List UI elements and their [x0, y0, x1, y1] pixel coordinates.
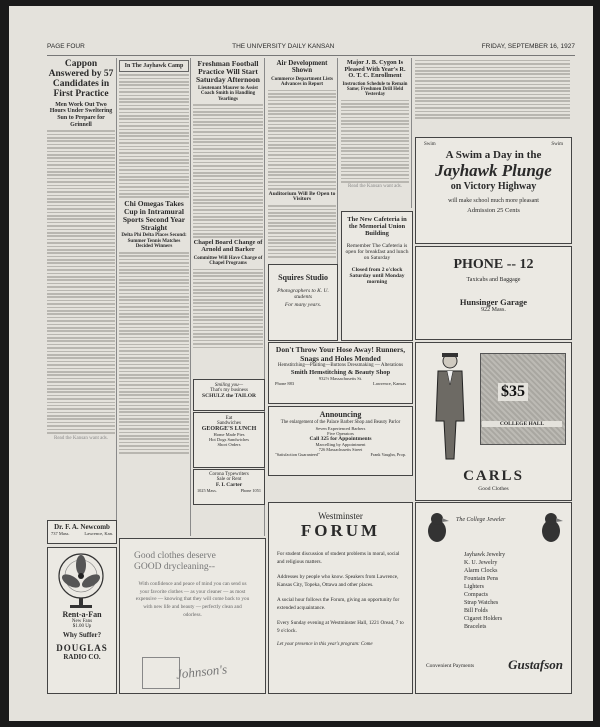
fan-line2: $1.00 Up [72, 624, 92, 629]
schulz-line1: Smiling you— [214, 383, 244, 388]
gustafson-item: Fountain Pens [464, 576, 499, 582]
taxi-ad [415, 246, 572, 340]
barber-title: Announcing [319, 410, 362, 419]
taxi-title: PHONE -- 12 [453, 257, 534, 272]
lunch-line4: Home Made Pies [213, 432, 245, 437]
gustafson-item: Lighters [464, 584, 484, 590]
plunge-swim-left: Swim [424, 142, 436, 147]
fan-firm2: RADIO CO. [63, 653, 101, 661]
plunge-title2: Jayhawk Plunge [435, 161, 552, 180]
man-in-suit-illustration [430, 351, 470, 461]
newspaper-page [9, 6, 593, 721]
issue-date: FRIDAY, SEPTEMBER 16, 1927 [481, 43, 575, 50]
forum-title2: FORUM [300, 521, 381, 540]
cafeteria-remember: Remember The Cafeteria is open for breakfast and lunch on Saturday [345, 243, 409, 261]
cafeteria-closed: Closed from 2 o'clock Saturday until Monday morning [349, 267, 405, 285]
plunge-text: will make school much more pleasant [448, 198, 539, 204]
chapel-subhead: Committee Will Have Charge of Chapel Programs [193, 255, 263, 267]
masthead [47, 43, 575, 56]
forum-p2: Addresses by people who know. Speakers from Lawrence, Kansas City, Topeka, Ottawa and other places. [277, 574, 399, 588]
typewriter-line2: Sale or Rent [216, 477, 242, 482]
hose-shop: Smith Hemstitching & Beauty Shop [290, 369, 391, 376]
hose-address: 932½ Massachusetts St. [318, 376, 363, 381]
page-number: PAGE FOUR [47, 43, 85, 50]
hose-city: Lawrence, Kansas [373, 381, 406, 386]
fan-title: Rent-a-Fan [62, 610, 102, 619]
jayhawk-bird-icon [424, 511, 450, 545]
squires-studio-ad [268, 264, 338, 341]
gustafson-title: The College Jeweler [456, 517, 506, 523]
barber-line2: Seven Experienced Barbers [315, 426, 366, 431]
air-development-headline: Air Development Shown [276, 59, 328, 75]
dryclean-title: Good clothes deserve GOOD drycleaning-- [134, 551, 216, 572]
want-ads-note: Read the Kansan want ads. [53, 435, 108, 441]
carls-tag: Good Clothes [478, 486, 509, 492]
newcomb-phone: 737 Mass. [51, 531, 70, 536]
rotc-footer: Read the Kansan want ads. [347, 184, 402, 190]
squires-line2: For many years. [284, 302, 322, 308]
barber-call: Call 325 for Appointments [309, 436, 372, 442]
hose-services: Hemstitching—Plaiting—Buttons Dressmaking — Alterations [277, 363, 404, 368]
freshman-football-headline: Freshman Football Practice Will Start Saturday Afternoon [196, 59, 260, 84]
typewriter-line1: Corona Typewriters [209, 472, 249, 477]
plunge-swim-right: Swim [551, 142, 563, 147]
westminster-forum-ad [268, 502, 413, 694]
fan-line1: New Fans [71, 619, 93, 624]
gustafson-items [464, 551, 505, 631]
gustafson-name: Gustafson [508, 657, 563, 672]
article-text [47, 130, 115, 433]
barber-address: 726 Massachusetts Street [318, 447, 363, 452]
freshman-football-subhead: Lieutenant Maurer to Assist Coach Smith in Handling Yearlings [198, 85, 258, 102]
column-5-article [341, 58, 409, 208]
georges-lunch-ad [193, 412, 265, 468]
store-front-icon [142, 657, 180, 689]
fan-firm: DOUGLAS [56, 643, 108, 653]
jayhawk-camp-head: In The Jayhawk Camp [119, 60, 189, 72]
plunge-title3: on Victory Highway [450, 181, 537, 192]
electric-fan-icon [48, 548, 114, 610]
newcomb-ad [47, 520, 117, 544]
lunch-line1: Eat [225, 416, 233, 421]
rotc-headline: Major J. B. Cygon Is Pleased With Year's R. O. T. C. Enrollment [344, 59, 406, 80]
palace-barber-ad [268, 406, 413, 476]
lunch-line6: Short Orders [217, 442, 241, 447]
taxi-line2: Hunsinger Garage [459, 297, 528, 307]
column-3-article [193, 58, 263, 378]
schulz-line3: SCHULZ the TAILOR [202, 393, 256, 399]
carls-name: CARLS [463, 468, 524, 484]
gustafson-item: Alarm Clocks [464, 568, 498, 574]
gustafson-item: Jayhawk Jewelry [464, 552, 506, 558]
squires-title: Squires Studio [278, 273, 328, 282]
forum-p4: Every Sunday evening at Westminster Hall, 1221 Oread, 7 to 9 o'clock. [277, 620, 404, 634]
dryclean-firm: Johnson's [175, 661, 228, 682]
column-2-article [119, 58, 189, 536]
schulz-line2: That's my business [210, 388, 248, 393]
forum-p1: For student discussion of student problems in moral, social and religious matters. [277, 551, 400, 565]
barber-line3: Five Operators [327, 431, 354, 436]
hose-phone: Phone 883 [275, 381, 295, 386]
hose-mending-ad [268, 342, 413, 404]
auditorium-headline: Auditorium Will Be Open to Visitors [268, 190, 336, 203]
gustafson-item: K. U. Jewelry [464, 560, 498, 566]
forum-p5: Let your presence in this year's program: Come [277, 642, 373, 648]
column-6-article [415, 58, 570, 126]
barber-line4: Marcelling by Appointment [315, 442, 366, 447]
gustafson-jeweler-ad [415, 502, 572, 694]
drycleaning-ad [119, 538, 266, 694]
column-4-article [268, 58, 336, 258]
barber-line5: "Satisfaction Guaranteed" [275, 452, 320, 457]
dryclean-body: With confidence and peace of mind you can send us your favorite clothes — as your cleaner — as most expensive — knowing that they will come back to you with new life and beauty — perfectly clean and odorless. [135, 580, 250, 619]
gustafson-item: Cigaret Holders [464, 616, 503, 622]
barber-text: The enlargement of the Palace Barber Shop and Beauty Parlor [280, 420, 401, 425]
newcomb-city: Lawrence, Kan. [84, 531, 113, 536]
fan-ad [47, 547, 117, 694]
carls-clothes-ad [415, 342, 572, 501]
gustafson-payments: Convenient Payments [426, 663, 475, 669]
chapel-headline: Chapel Board Change of Arnold and Barker [193, 238, 263, 253]
typewriter-ad [193, 469, 265, 505]
typewriter-line5: Phone 1051 [240, 488, 261, 493]
paper-title: THE UNIVERSITY DAILY KANSAN [232, 43, 335, 50]
plunge-price: Admission 25 Cents [467, 207, 520, 214]
taxi-line1: Taxicabs and Baggage [466, 277, 521, 283]
lunch-line3: GEORGE'S LUNCH [201, 426, 257, 432]
rotc-subhead: Instruction Schedule to Remain Same; Freshmen Drill Held Yesterday [342, 81, 408, 98]
fan-line3: Why Suffer? [62, 631, 102, 639]
forum-title1: Westminster [318, 511, 363, 521]
chi-omega-subhead: Delta Phi Delta Places Second: Summer Tennis Matches Decided Winners [121, 233, 187, 250]
forum-p3: A social hour follows the Forum, giving an opportunity for extended acquaintance. [277, 597, 400, 611]
column-rule [190, 58, 191, 536]
gustafson-item: Bill Folds [464, 608, 488, 614]
hose-title: Don't Throw Your Hose Away! Runners, Snags and Holes Mended [275, 345, 406, 363]
barber-owner: Frank Vaughn, Prop. [370, 452, 406, 457]
gustafson-item: Strap Watches [464, 600, 499, 606]
jayhawk-bird-icon [537, 511, 565, 545]
plunge-title1: A Swim a Day in the [445, 149, 542, 161]
chi-omega-headline: Chi Omegas Takes Cup in Intramural Sports Second Year Straight [122, 198, 186, 232]
carls-brand: COLLEGE HALL [482, 421, 562, 427]
gustafson-item: Compacts [464, 592, 488, 598]
carls-price: $35 [498, 383, 528, 401]
cafeteria-ad [341, 211, 413, 341]
lunch-line5: Hot Dogs Sandwiches [209, 437, 249, 442]
jayhawk-plunge-ad [415, 137, 572, 244]
typewriter-line3: F. I. Carter [215, 482, 243, 488]
typewriter-line4: 1025 Mass. [197, 488, 217, 493]
cafeteria-title: The New Cafeteria in the Memorial Union Building [347, 216, 407, 237]
lunch-line2: Sandwiches [217, 421, 241, 426]
column-rule [411, 58, 412, 208]
taxi-line3: 922 Mass. [481, 307, 506, 313]
column-1-article [47, 58, 115, 536]
air-development-subhead: Commerce Department Lists Advances in Report [271, 76, 333, 88]
headline: Cappon Answered by 57 Candidates in First Practice [48, 59, 114, 99]
newcomb-name: Dr. F. A. Newcomb [54, 523, 110, 531]
gustafson-item: Bracelets [464, 624, 487, 630]
squires-line1: Photographers to K. U. students [277, 288, 329, 300]
schulz-tailor-ad [193, 379, 265, 411]
subhead: Men Work Out Two Hours Under Sweltering Sun to Prepare for Grinnell [49, 101, 113, 128]
column-rule [116, 58, 117, 536]
